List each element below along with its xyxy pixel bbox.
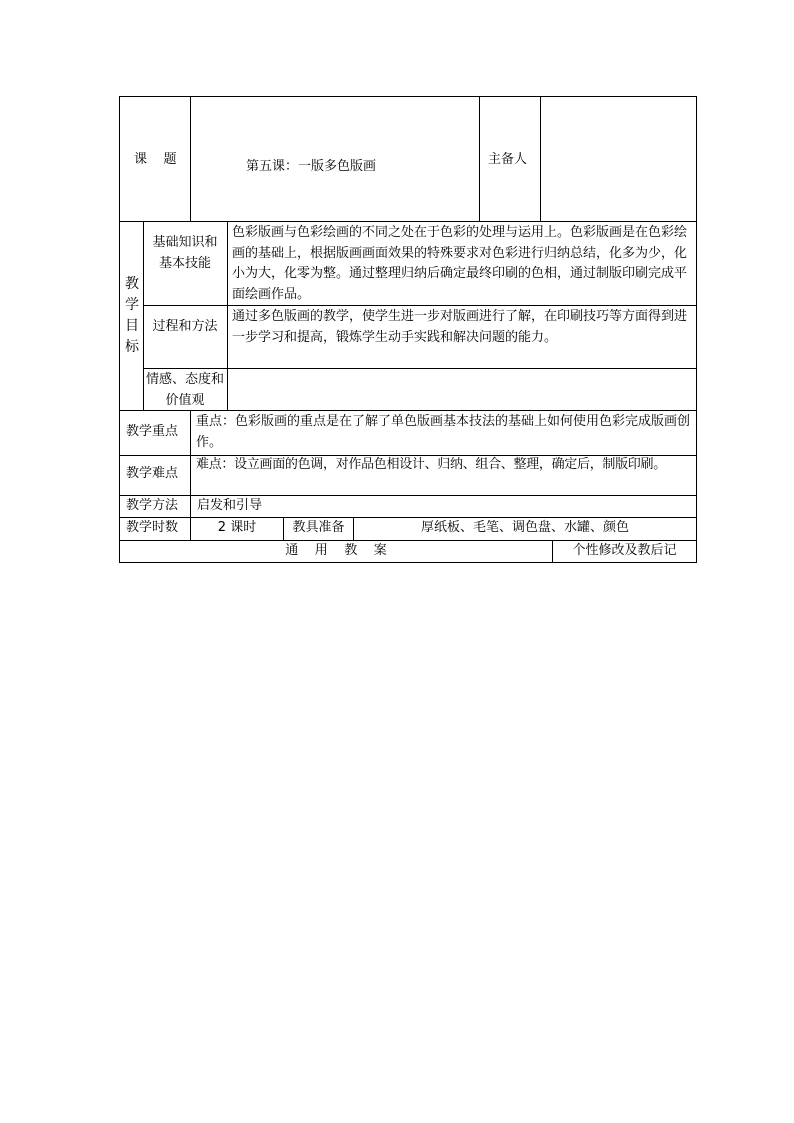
preparer-label: 主备人 [488, 152, 528, 167]
hours-value: 2 课时 [217, 520, 257, 535]
objectives-label-char: 标 [125, 339, 139, 355]
tools-value: 厚纸板、毛笔、调色盘、水罐、颜色 [420, 520, 629, 535]
topic-label: 课 题 [134, 152, 177, 167]
method-label: 教学方法 [126, 498, 179, 513]
objectives-label-char: 学 [125, 297, 139, 313]
objective-basic-content: 色彩版画与色彩绘画的不同之处在于色彩的处理与运用上。色彩版画是在色彩绘画的基础上，根据版画画面效果的特殊要求对色彩进行归纳总结，化多为少，化小为大，化零为整。通过整理归纳后确定最终印刷的色相，通过制版印刷完成平面绘画作品。 [232, 225, 688, 302]
objective-process-content: 通过多色版画的教学，使学生进一步对版画进行了解，在印刷技巧等方面得到进一步学习和提高，锻炼学生动手实践和解决问题的能力。 [232, 309, 688, 345]
objectives-label [121, 274, 143, 358]
notes-label: 个性修改及教后记 [572, 543, 677, 558]
objective-process-label: 过程和方法 [152, 319, 218, 334]
key-points-label: 教学重点 [126, 424, 179, 439]
difficulty-value: 难点：设立画面的色调，对作品色相设计、归纳、组合、整理，确定后，制版印刷。 [196, 457, 666, 472]
objectives-label-char: 教 [125, 276, 139, 292]
method-value: 启发和引导 [197, 498, 263, 513]
objective-emotion-label: 情感、态度和价值观 [146, 372, 225, 408]
difficulty-label: 教学难点 [126, 466, 179, 481]
objective-basic-label: 基础知识和基本技能 [152, 235, 218, 271]
hours-label: 教学时数 [126, 520, 179, 535]
key-points-value: 重点：色彩版画的重点是在了解了单色版画基本技法的基础上如何使用色彩完成版画创作。 [196, 414, 691, 450]
general-plan-label: 通 用 教 案 [285, 543, 387, 558]
tools-label: 教具准备 [292, 520, 345, 535]
topic-value: 第五课：一版多色版画 [246, 159, 377, 174]
objectives-label-char: 目 [125, 318, 139, 334]
